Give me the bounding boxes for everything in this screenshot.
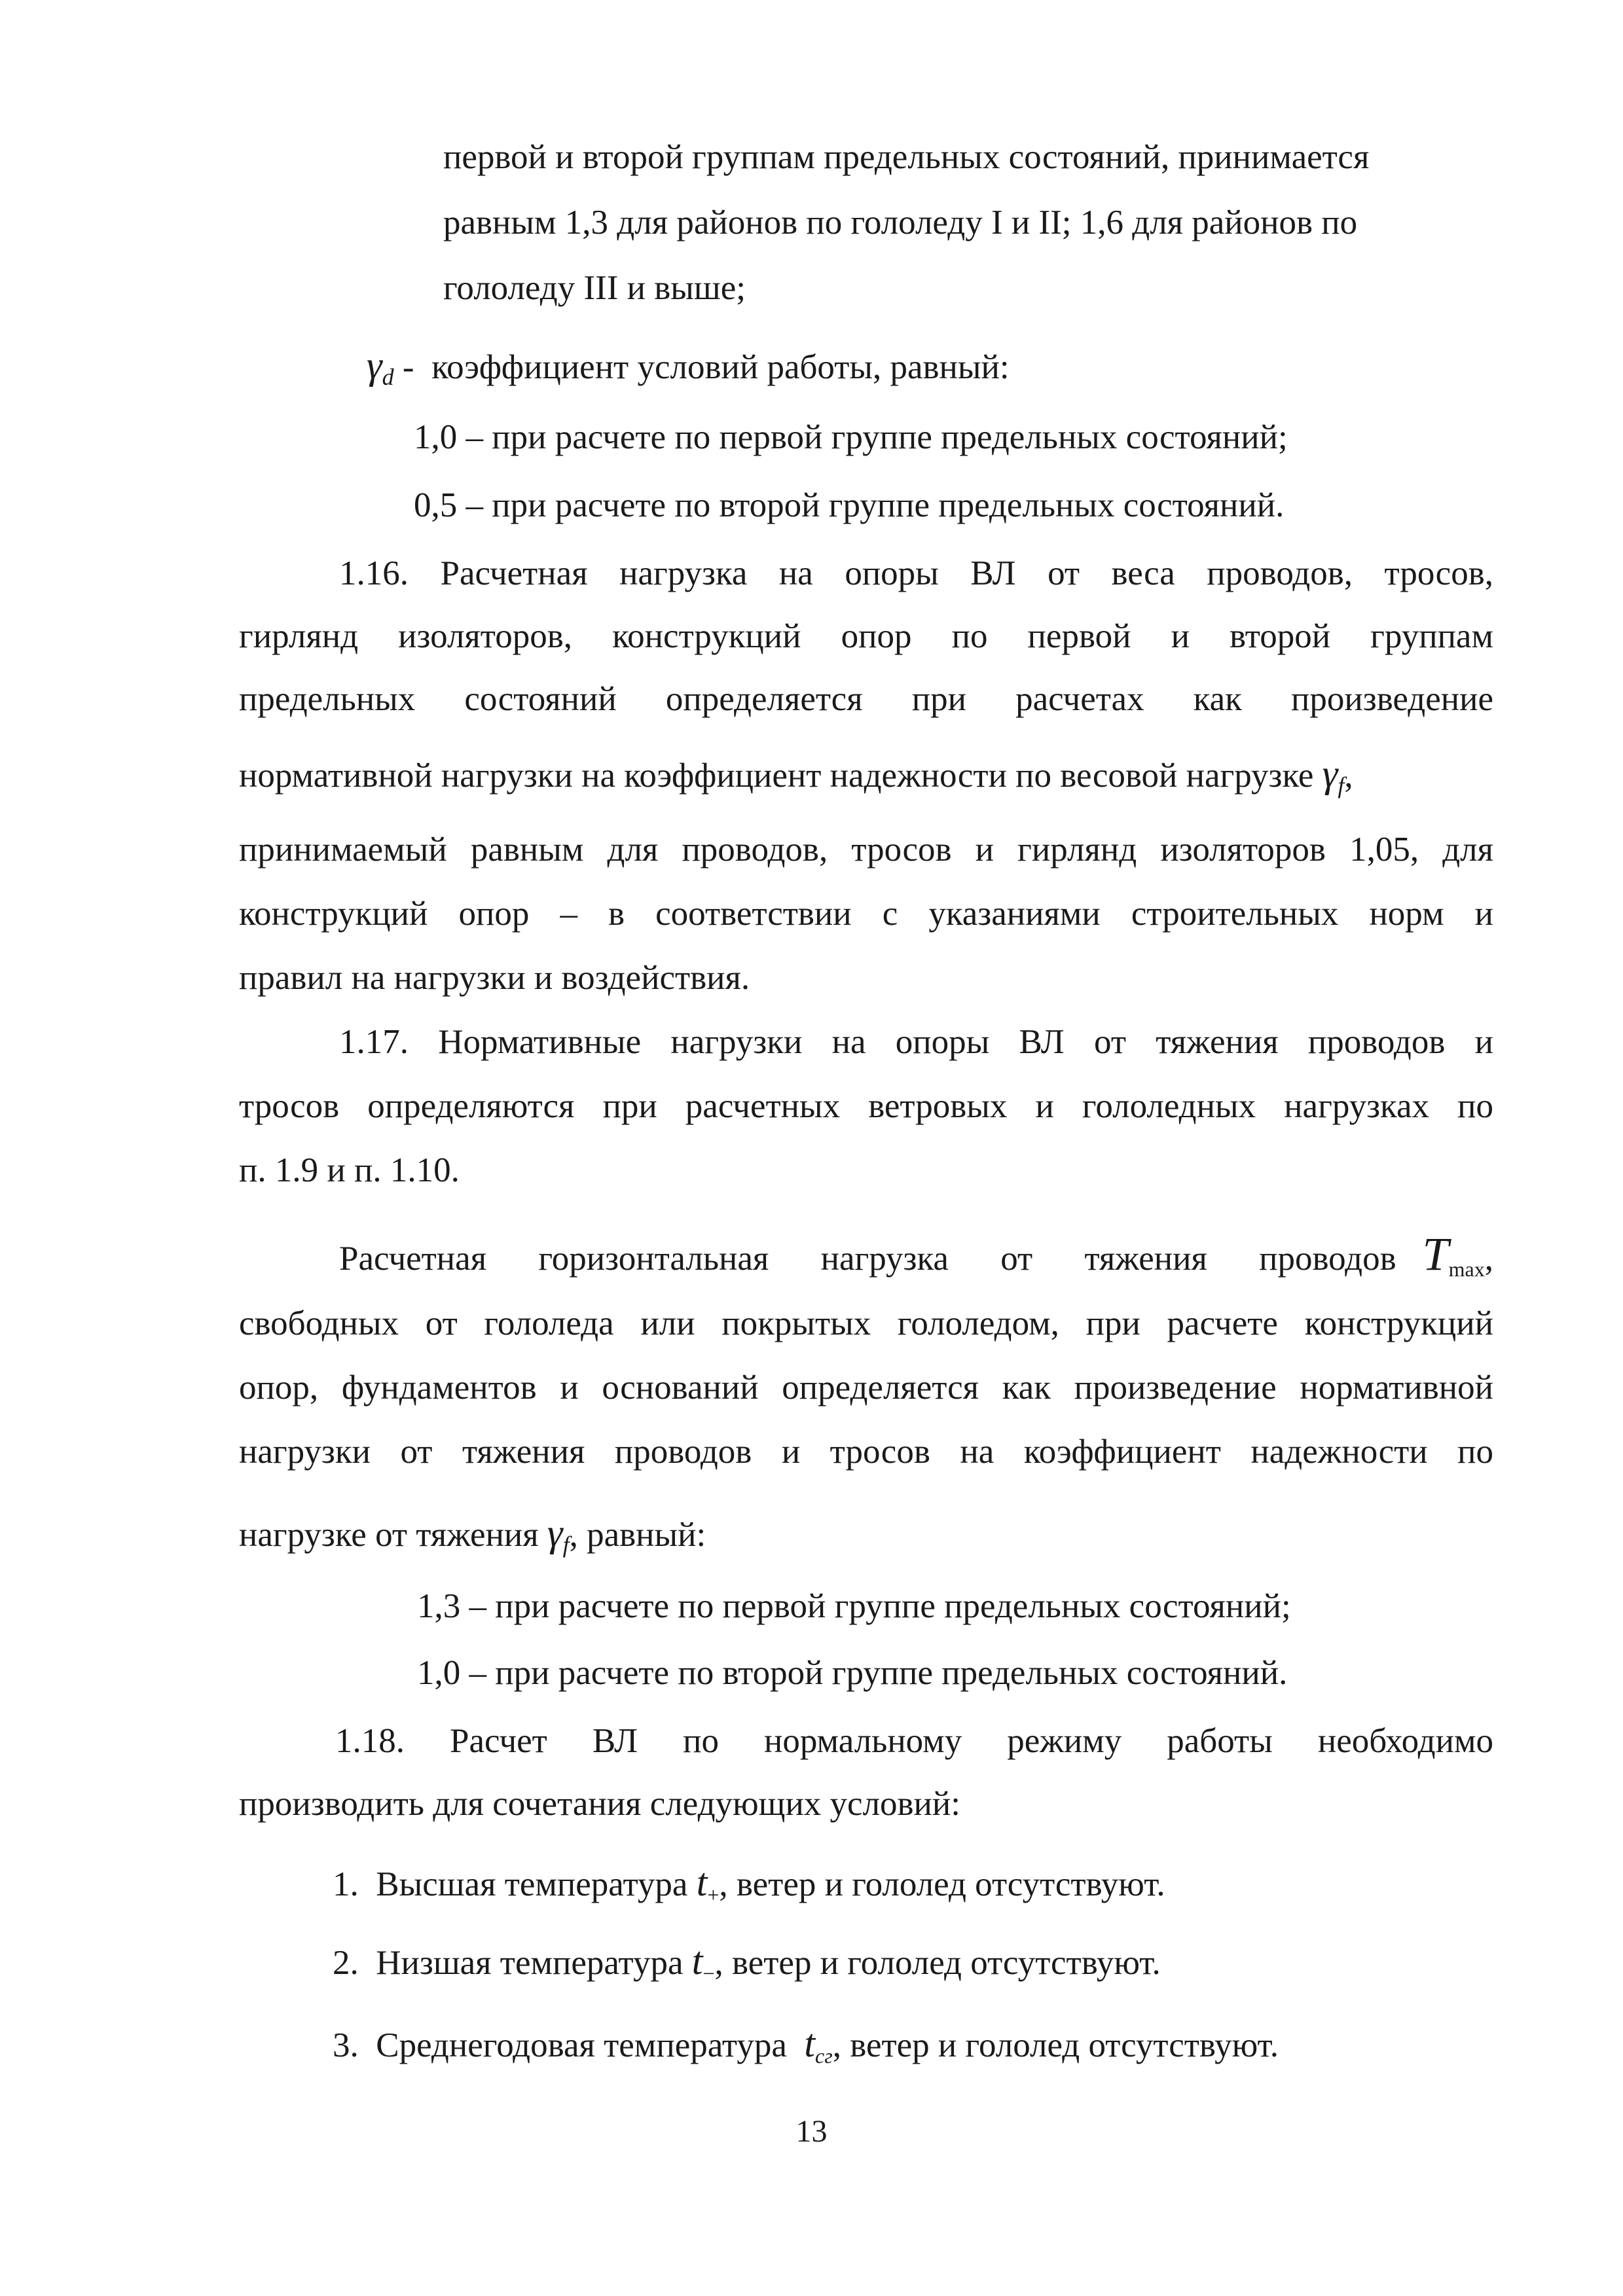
gamma-symbol: γ xyxy=(1322,752,1338,795)
list-item xyxy=(333,2024,1279,2066)
line-text: Расчетная горизонтальная нагрузка от тяжения проводов xyxy=(339,1240,1396,1278)
gamma-subscript: d xyxy=(382,364,394,390)
list-item xyxy=(333,1941,1161,1984)
paragraph-line: опор, фундаментов и оснований определяется как произведение нормативной xyxy=(239,1369,1493,1407)
paragraph-line: принимаемый равным для проводов, тросов и гирлянд изоляторов 1,05, для xyxy=(239,831,1493,869)
line-text: , равный: xyxy=(569,1516,706,1554)
paragraph-line: 1.18. Расчет ВЛ по нормальному режиму работы необходимо xyxy=(335,1722,1493,1760)
line-text: Высшая температура xyxy=(376,1865,688,1903)
list-item: 1,0 – при расчете по второй группе предельных состояний. xyxy=(417,1654,1288,1692)
list-item: 1,3 – при расчете по первой группе предельных состояний; xyxy=(417,1587,1291,1625)
paragraph-line: предельных состояний определяется при расчетах как произведение xyxy=(239,680,1493,718)
list-item: 1,0 – при расчете по первой группе предельных состояний; xyxy=(414,418,1288,456)
tmax-expression xyxy=(1423,1230,1493,1280)
paragraph-line xyxy=(239,1513,706,1556)
comma: , xyxy=(1344,757,1353,795)
text-line: первой и второй группам предельных состояний, принимается xyxy=(443,138,1370,176)
paragraph-line: нагрузки от тяжения проводов и тросов на коэффициент надежности по xyxy=(239,1433,1493,1471)
list-number: 2. xyxy=(333,1944,359,1982)
paragraph-line: производить для сочетания следующих условий: xyxy=(239,1785,961,1823)
paragraph-line: 1.16. Расчетная нагрузка на опоры ВЛ от веса проводов, тросов, xyxy=(339,554,1493,592)
paragraph-line: правил на нагрузки и воздействия. xyxy=(239,959,750,997)
temperature-symbol: t xyxy=(691,1939,703,1982)
temperature-subscript: + xyxy=(707,1883,720,1907)
list-number: 1. xyxy=(333,1865,359,1903)
gamma-subscript: f xyxy=(1338,772,1345,798)
paragraph-line: п. 1.9 и п. 1.10. xyxy=(239,1151,460,1189)
gamma-d-definition xyxy=(367,346,1010,389)
line-text: , ветер и гололед отсутствуют. xyxy=(719,1865,1165,1903)
paragraph-line: гирлянд изоляторов, конструкций опор по первой и второй группам xyxy=(239,617,1493,655)
paragraph-line: тросов определяются при расчетных ветровых и гололедных нагрузках по xyxy=(239,1087,1493,1125)
tension-symbol: T xyxy=(1422,1228,1449,1280)
line-text: , ветер и гололед отсутствуют. xyxy=(832,2026,1279,2064)
line-text: нормативной нагрузки на коэффициент надежности по весовой нагрузке xyxy=(239,757,1314,795)
list-number: 3. xyxy=(333,2026,359,2064)
line-text: нагрузке от тяжения xyxy=(239,1516,539,1554)
temperature-symbol: t xyxy=(696,1861,708,1904)
tension-subscript: max xyxy=(1448,1257,1485,1281)
temperature-symbol: t xyxy=(804,2022,816,2065)
line-text: Низшая температура xyxy=(376,1944,684,1982)
paragraph-line xyxy=(339,1230,1493,1280)
gamma-symbol: γ xyxy=(367,344,382,387)
comma: , xyxy=(1484,1240,1493,1278)
line-text: Среднегодовая температура xyxy=(376,2026,787,2064)
page-number: 13 xyxy=(795,2114,828,2149)
list-item xyxy=(333,1863,1165,1905)
definition-dash: - xyxy=(402,348,414,386)
definition-text: коэффициент условий работы, равный: xyxy=(431,348,1010,386)
temperature-subscript: − xyxy=(702,1962,715,1985)
text-line: гололеду III и выше; xyxy=(443,269,746,307)
text-line: равным 1,3 для районов по гололеду I и II; 1,6 для районов по xyxy=(443,204,1358,242)
paragraph-line: 1.17. Нормативные нагрузки на опоры ВЛ от тяжения проводов и xyxy=(339,1023,1493,1061)
gamma-subscript: f xyxy=(562,1532,570,1558)
list-item: 0,5 – при расчете по второй группе предельных состояний. xyxy=(414,486,1285,524)
temperature-subscript: сг xyxy=(815,2044,833,2068)
paragraph-line: свободных от гололеда или покрытых гололедом, при расчете конструкций xyxy=(239,1304,1493,1342)
line-text: , ветер и гололед отсутствуют. xyxy=(714,1944,1161,1982)
gamma-symbol: γ xyxy=(547,1511,563,1554)
paragraph-line xyxy=(239,754,1353,797)
paragraph-line: конструкций опор – в соответствии с указаниями строительных норм и xyxy=(239,895,1493,933)
